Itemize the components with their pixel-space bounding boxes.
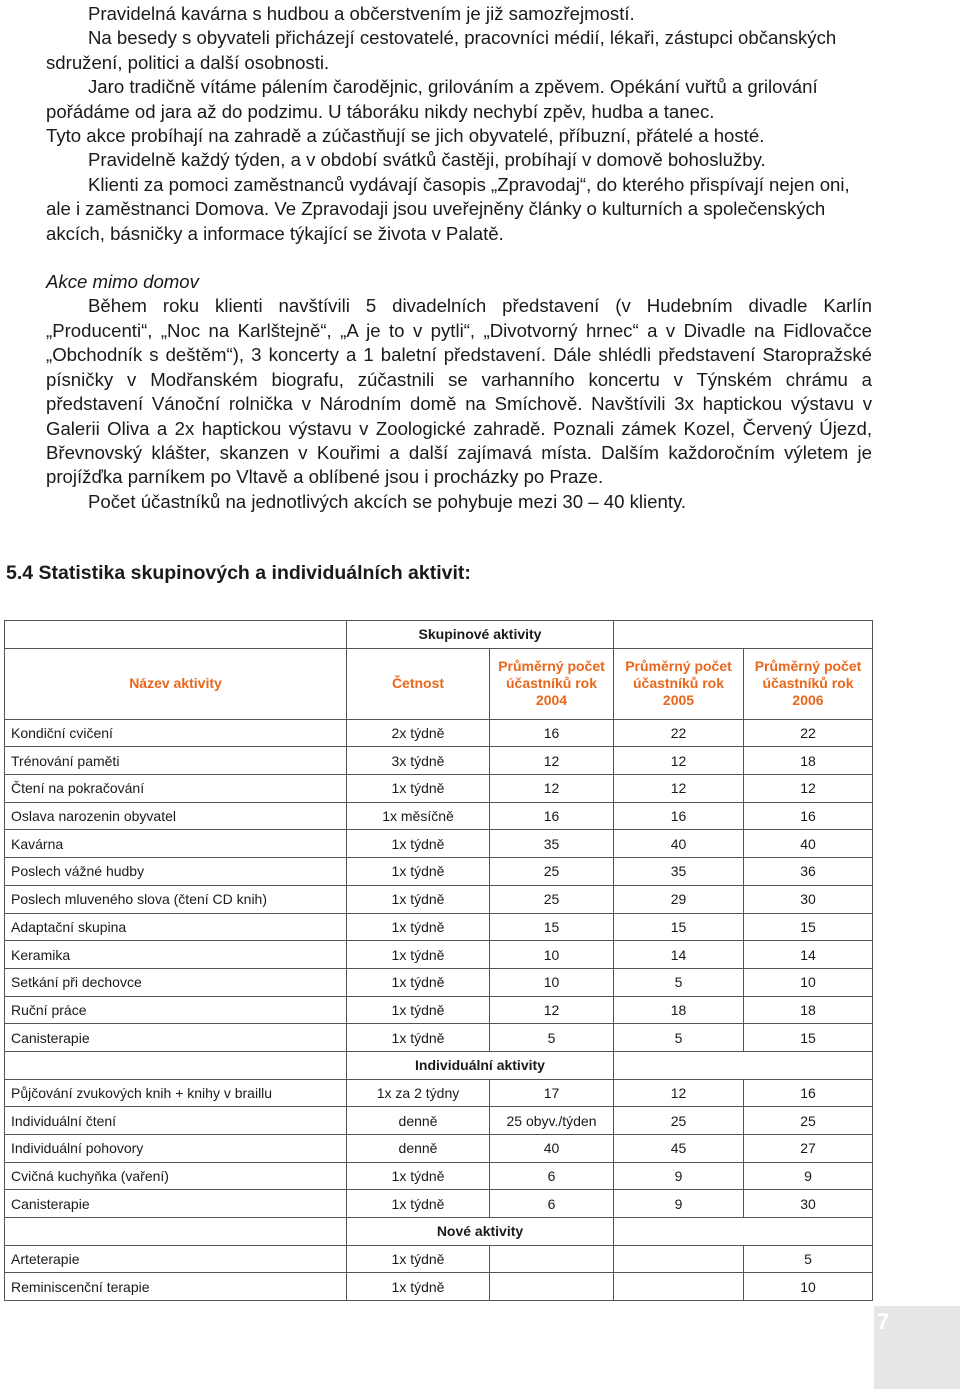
table-cell: 10 — [490, 968, 614, 996]
column-header: Četnost — [347, 648, 490, 719]
table-cell: 16 — [744, 1079, 873, 1107]
section-title: 5.4 Statistika skupinových a individuálních aktivit: — [6, 562, 471, 584]
column-header: Průměrný počet účastníků rok 2004 — [490, 648, 614, 719]
activity-name-cell: Kondiční cvičení — [5, 719, 347, 747]
activity-name-cell: Canisterapie — [5, 1190, 347, 1218]
table-cell — [614, 1273, 744, 1301]
table-cell — [614, 1245, 744, 1273]
table-row — [5, 802, 873, 830]
activity-name-cell: Oslava narozenin obyvatel — [5, 802, 347, 830]
activity-name-cell: Canisterapie — [5, 1024, 347, 1052]
table-cell: 10 — [744, 1273, 873, 1301]
table-row — [5, 941, 873, 969]
table-cell: 40 — [614, 830, 744, 858]
table-row — [5, 858, 873, 886]
activity-name-cell: Individuální čtení — [5, 1107, 347, 1135]
table-cell: 25 — [490, 858, 614, 886]
table-cell: 16 — [490, 802, 614, 830]
table-cell: 35 — [614, 858, 744, 886]
table-cell: denně — [347, 1135, 490, 1163]
table-cell: 5 — [614, 1024, 744, 1052]
table-row — [5, 913, 873, 941]
section-header: Individuální aktivity — [347, 1051, 614, 1079]
activity-name-cell: Cvičná kuchyňka (vaření) — [5, 1162, 347, 1190]
activity-name-cell: Poslech mluveného slova (čtení CD knih) — [5, 885, 347, 913]
table-cell: 9 — [744, 1162, 873, 1190]
table-cell: 1x týdně — [347, 1024, 490, 1052]
paragraph: Pravidelně každý týden, a v období svátků častěji, probíhají v domově bohoslužby. — [88, 149, 766, 171]
table-cell: 40 — [744, 830, 873, 858]
table-row — [5, 885, 873, 913]
table-cell: 9 — [614, 1190, 744, 1218]
table-cell: 1x týdně — [347, 1245, 490, 1273]
table-row — [5, 747, 873, 775]
table-cell: 30 — [744, 1190, 873, 1218]
table-cell: 1x za 2 týdny — [347, 1079, 490, 1107]
table-cell: 25 — [614, 1107, 744, 1135]
column-header: Průměrný počet účastníků rok 2005 — [614, 648, 744, 719]
table-cell: 18 — [744, 996, 873, 1024]
table-row — [5, 1024, 873, 1052]
activity-name-cell: Reminiscenční terapie — [5, 1273, 347, 1301]
column-header: Průměrný počet účastníků rok 2006 — [744, 648, 873, 719]
section-header: Nové aktivity — [347, 1218, 614, 1246]
table-cell: 22 — [614, 719, 744, 747]
section-row — [5, 1218, 873, 1246]
table-cell: 30 — [744, 885, 873, 913]
table-cell: 36 — [744, 858, 873, 886]
table-cell: 14 — [744, 941, 873, 969]
activity-name-cell: Keramika — [5, 941, 347, 969]
table-cell: 12 — [490, 747, 614, 775]
table-cell: denně — [347, 1107, 490, 1135]
table-row — [5, 1273, 873, 1301]
table-cell: 10 — [490, 941, 614, 969]
activity-name-cell: Individuální pohovory — [5, 1135, 347, 1163]
column-header: Název aktivity — [5, 648, 347, 719]
table-cell: 29 — [614, 885, 744, 913]
table-cell: 1x měsíčně — [347, 802, 490, 830]
paragraph: Pravidelná kavárna s hudbou a občerstvením je již samozřejmostí. — [88, 3, 635, 24]
table-cell: 5 — [614, 968, 744, 996]
table-row — [5, 1079, 873, 1107]
table-cell: 35 — [490, 830, 614, 858]
table-cell: 1x týdně — [347, 858, 490, 886]
table-row — [5, 968, 873, 996]
paragraph: Klienti za pomoci zaměstnanců vydávají časopis „Zpravodaj“, do kterého přispívají nejen oni, ale i zaměstnanci Domova. Ve Zpravodaji jsou uveřejněny články o kulturních a společenských akcích, básničky a informace týkající se života v Palatě. — [46, 173, 850, 244]
table-cell: 1x týdně — [347, 913, 490, 941]
activity-name-cell: Půjčování zvukových knih + knihy v braillu — [5, 1079, 347, 1107]
table-cell — [490, 1273, 614, 1301]
paragraph: Během roku klienti navštívili 5 divadelních představení (v Hudebním divadle Karlín „Producenti“, „Noc na Karlštejně“, „A je to v pytli“, „Divotvorný hrnec“ a v Divadle na Fidlovačce „Obchodník s deštěm“), 3 koncerty a 1 baletní představení. Dále shlédli představení Staropražské písničky v Modřanském biografu, zúčastnili se varhanního koncertu v Týnském chrámu a představení Vánoční rolnička v Národním domě na Smíchově. Navštívili 3x haptickou výstavu v Galerii Oliva a 2x haptickou výstavu v Zoologické zahradě. Poznali zámek Kozel, Červený Újezd, Břevnovský klášter, skanzen v Kouřimi a další zajímavá místa. Dalším každoročním výletem je projížďka parníkem po Vltavě a oblíbené jsou i procházky po Praze. — [46, 295, 872, 488]
activity-name-cell: Setkání při dechovce — [5, 968, 347, 996]
table-row — [5, 1245, 873, 1273]
table-cell: 1x týdně — [347, 1190, 490, 1218]
table-cell: 6 — [490, 1190, 614, 1218]
table-cell: 16 — [744, 802, 873, 830]
table-cell: 22 — [744, 719, 873, 747]
table-cell: 12 — [614, 747, 744, 775]
table-cell: 1x týdně — [347, 885, 490, 913]
table-cell: 15 — [490, 913, 614, 941]
table-cell: 2x týdně — [347, 719, 490, 747]
activity-name-cell: Adaptační skupina — [5, 913, 347, 941]
paragraph: Jaro tradičně vítáme pálením čarodějnic, grilováním a zpěvem. Opékání vuřtů a grilování pořádáme od jara až do podzimu. U táboráku nikdy nechybí zpěv, hudba a tanec. — [46, 76, 818, 122]
table-cell: 12 — [614, 1079, 744, 1107]
page-number: 7 — [877, 1309, 890, 1334]
table-cell: 15 — [614, 913, 744, 941]
table-cell: 17 — [490, 1079, 614, 1107]
table-cell: 40 — [490, 1135, 614, 1163]
table-cell: 25 obyv./týden — [490, 1107, 614, 1135]
table-cell: 1x týdně — [347, 1273, 490, 1301]
table-cell: 6 — [490, 1162, 614, 1190]
table-row — [5, 1190, 873, 1218]
table-cell: 12 — [744, 775, 873, 803]
section-row — [5, 1051, 873, 1079]
table-row — [5, 1135, 873, 1163]
activity-name-cell: Čtení na pokračování — [5, 775, 347, 803]
table-cell: 15 — [744, 1024, 873, 1052]
table-cell: 1x týdně — [347, 996, 490, 1024]
table-header-row — [5, 621, 873, 649]
activity-name-cell: Kavárna — [5, 830, 347, 858]
table-cell: 15 — [744, 913, 873, 941]
table-row — [5, 1162, 873, 1190]
activity-name-cell: Arteterapie — [5, 1245, 347, 1273]
table-row — [5, 996, 873, 1024]
table-cell: 5 — [490, 1024, 614, 1052]
body-text — [46, 2, 872, 514]
table-header-row — [5, 648, 873, 719]
table-row — [5, 719, 873, 747]
table-cell: 1x týdně — [347, 1162, 490, 1190]
table-cell: 14 — [614, 941, 744, 969]
table-cell: 18 — [614, 996, 744, 1024]
paragraph: Počet účastníků na jednotlivých akcích se pohybuje mezi 30 – 40 klienty. — [88, 490, 687, 512]
table-row — [5, 775, 873, 803]
activity-table — [4, 620, 873, 1301]
table-cell: 16 — [614, 802, 744, 830]
paragraph: Tyto akce probíhají na zahradě a zúčastňují se jich obyvatelé, příbuzní, přátelé a hosté. — [46, 125, 765, 147]
table-cell: 27 — [744, 1135, 873, 1163]
table-cell: 5 — [744, 1245, 873, 1273]
table-cell: 25 — [490, 885, 614, 913]
table-cell: 1x týdně — [347, 775, 490, 803]
table-cell: 45 — [614, 1135, 744, 1163]
table-cell: 25 — [744, 1107, 873, 1135]
table-cell: 12 — [614, 775, 744, 803]
table-cell: 1x týdně — [347, 941, 490, 969]
table-cell: 1x týdně — [347, 830, 490, 858]
table-cell: 3x týdně — [347, 747, 490, 775]
table-cell: 12 — [490, 996, 614, 1024]
table-cell: 10 — [744, 968, 873, 996]
activity-name-cell: Ruční práce — [5, 996, 347, 1024]
activity-name-cell: Trénování paměti — [5, 747, 347, 775]
subheading: Akce mimo domov — [46, 271, 199, 293]
group-header: Skupinové aktivity — [347, 621, 614, 649]
table-cell: 9 — [614, 1162, 744, 1190]
table-row — [5, 830, 873, 858]
table-cell: 12 — [490, 775, 614, 803]
table-cell — [490, 1245, 614, 1273]
table-cell: 18 — [744, 747, 873, 775]
table-row — [5, 1107, 873, 1135]
activity-name-cell: Poslech vážné hudby — [5, 858, 347, 886]
table-cell: 16 — [490, 719, 614, 747]
table-cell: 1x týdně — [347, 968, 490, 996]
paragraph: Na besedy s obyvateli přicházejí cestovatelé, pracovníci médií, lékaři, zástupci občanských sdružení, politici a další osobnosti. — [46, 27, 837, 73]
